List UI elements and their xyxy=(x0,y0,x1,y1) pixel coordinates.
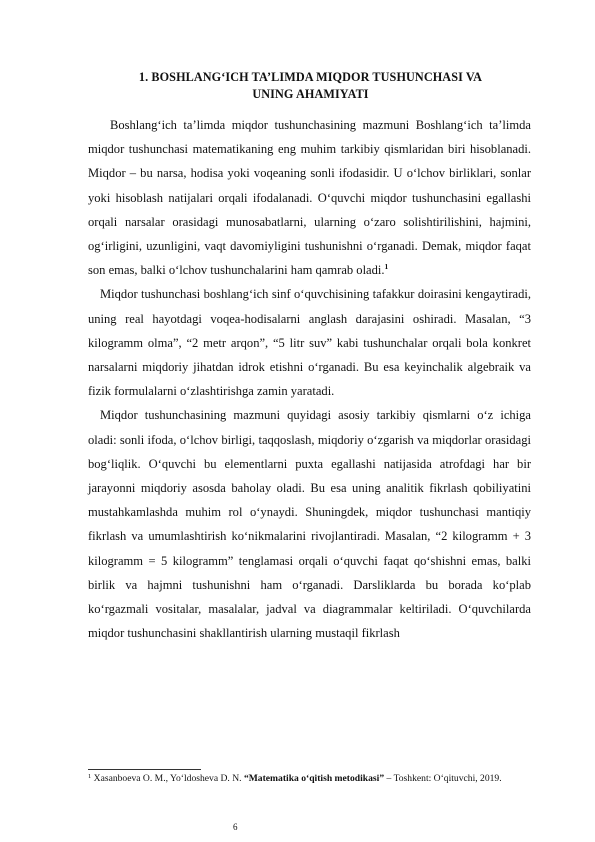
section-title-line-1: 1. BOSHLANG‘ICH TA’LIMDA MIQDOR TUSHUNCHASI VA xyxy=(138,70,483,84)
footnote-mark: 1 xyxy=(88,773,92,780)
section-title xyxy=(88,69,533,103)
footnote-publisher: – Toshkent: O‘qituvchi, 2019. xyxy=(386,773,502,784)
footnote-separator xyxy=(88,769,201,770)
footnote xyxy=(88,772,531,786)
paragraph-2: Miqdor tushunchasi boshlang‘ich sinf o‘quvchisining tafakkur doirasini kengaytiradi, uning real hayotdagi voqea-hodisalarni anglash darajasini oshiradi. Masalan, “3 kilogramm olma”, “2 metr arqon”, “5 litr suv” kabi tushunchalar orqali bola konkret narsalarni miqdoriy jihatdan idrok etishni o‘rganadi. Bu esa keyinchalik algebraik va fizik formulalarni o‘zlashtirishga zamin yaratadi. xyxy=(88,287,531,399)
paragraph-3: Miqdor tushunchasining mazmuni quyidagi asosiy tarkibiy qismlarni o‘z ichiga oladi: sonli ifoda, o‘lchov birligi, taqqoslash, miqdoriy o‘zgarish va miqdorlar orasidagi bog‘liqlik. O‘quvchi bu elementlarni puxta egallashi natijasida atrofdagi har bir jarayonni miqdoriy asosda baholay oladi. Bu esa uning analitik fikrlash qobiliyatini mustahkamlashda muhim rol o‘ynaydi. Shuningdek, miqdor tushunchasi mantiqiy fikrlash va umumlashtirish ko‘nikmalarini rivojlantiradi. Masalan, “2 kilogramm + 3 kilogramm = 5 kilogramm” tenglamasi orqali o‘quvchi faqat qo‘shishni emas, balki birlik va hajmni tushunishni ham o‘rganadi. Darsliklarda bu borada ko‘plab ko‘rgazmali vositalar, masalalar, jadval va diagrammalar keltiriladi. O‘quvchilarda miqdor tushunchasini shakllantirish ularning mustaqil fikrlash xyxy=(88,408,531,641)
page-number: 6 xyxy=(233,822,238,832)
section-title-line-2: UNING AHAMIYATI xyxy=(252,87,369,101)
body-text xyxy=(88,113,531,645)
footnote-book-title: “Matematika o‘qitish metodikasi” xyxy=(243,773,385,784)
paragraph-1 xyxy=(88,113,531,282)
paragraph-1-text: Boshlang‘ich ta’limda miqdor tushunchasining mazmuni Boshlang‘ich ta’limda miqdor tushunchasi matematikaning eng muhim tarkibiy qismlaridan biri hisoblanadi. Miqdor – bu narsa, hodisa yoki voqeaning sonli ifodasidir. U o‘lchov birliklari, sonlar yoki hisoblash natijalari orqali ifodalanadi. O‘quvchi miqdor tushunchasini egallashi orqali narsalar orasidagi munosabatlarni, ularning o‘zaro solishtirilishini, hajmini, og‘irligini, uzunligini, vaqt davomiyligini tushunishni o‘rganadi. Demak, miqdor faqat son emas, balki o‘lchov tushunchalarini ham qamrab oladi. xyxy=(88,118,531,278)
footnote-reference[interactable]: 1 xyxy=(384,262,389,272)
footnote-authors: Xasanboeva O. M., Yo‘ldosheva D. N. xyxy=(93,773,242,784)
